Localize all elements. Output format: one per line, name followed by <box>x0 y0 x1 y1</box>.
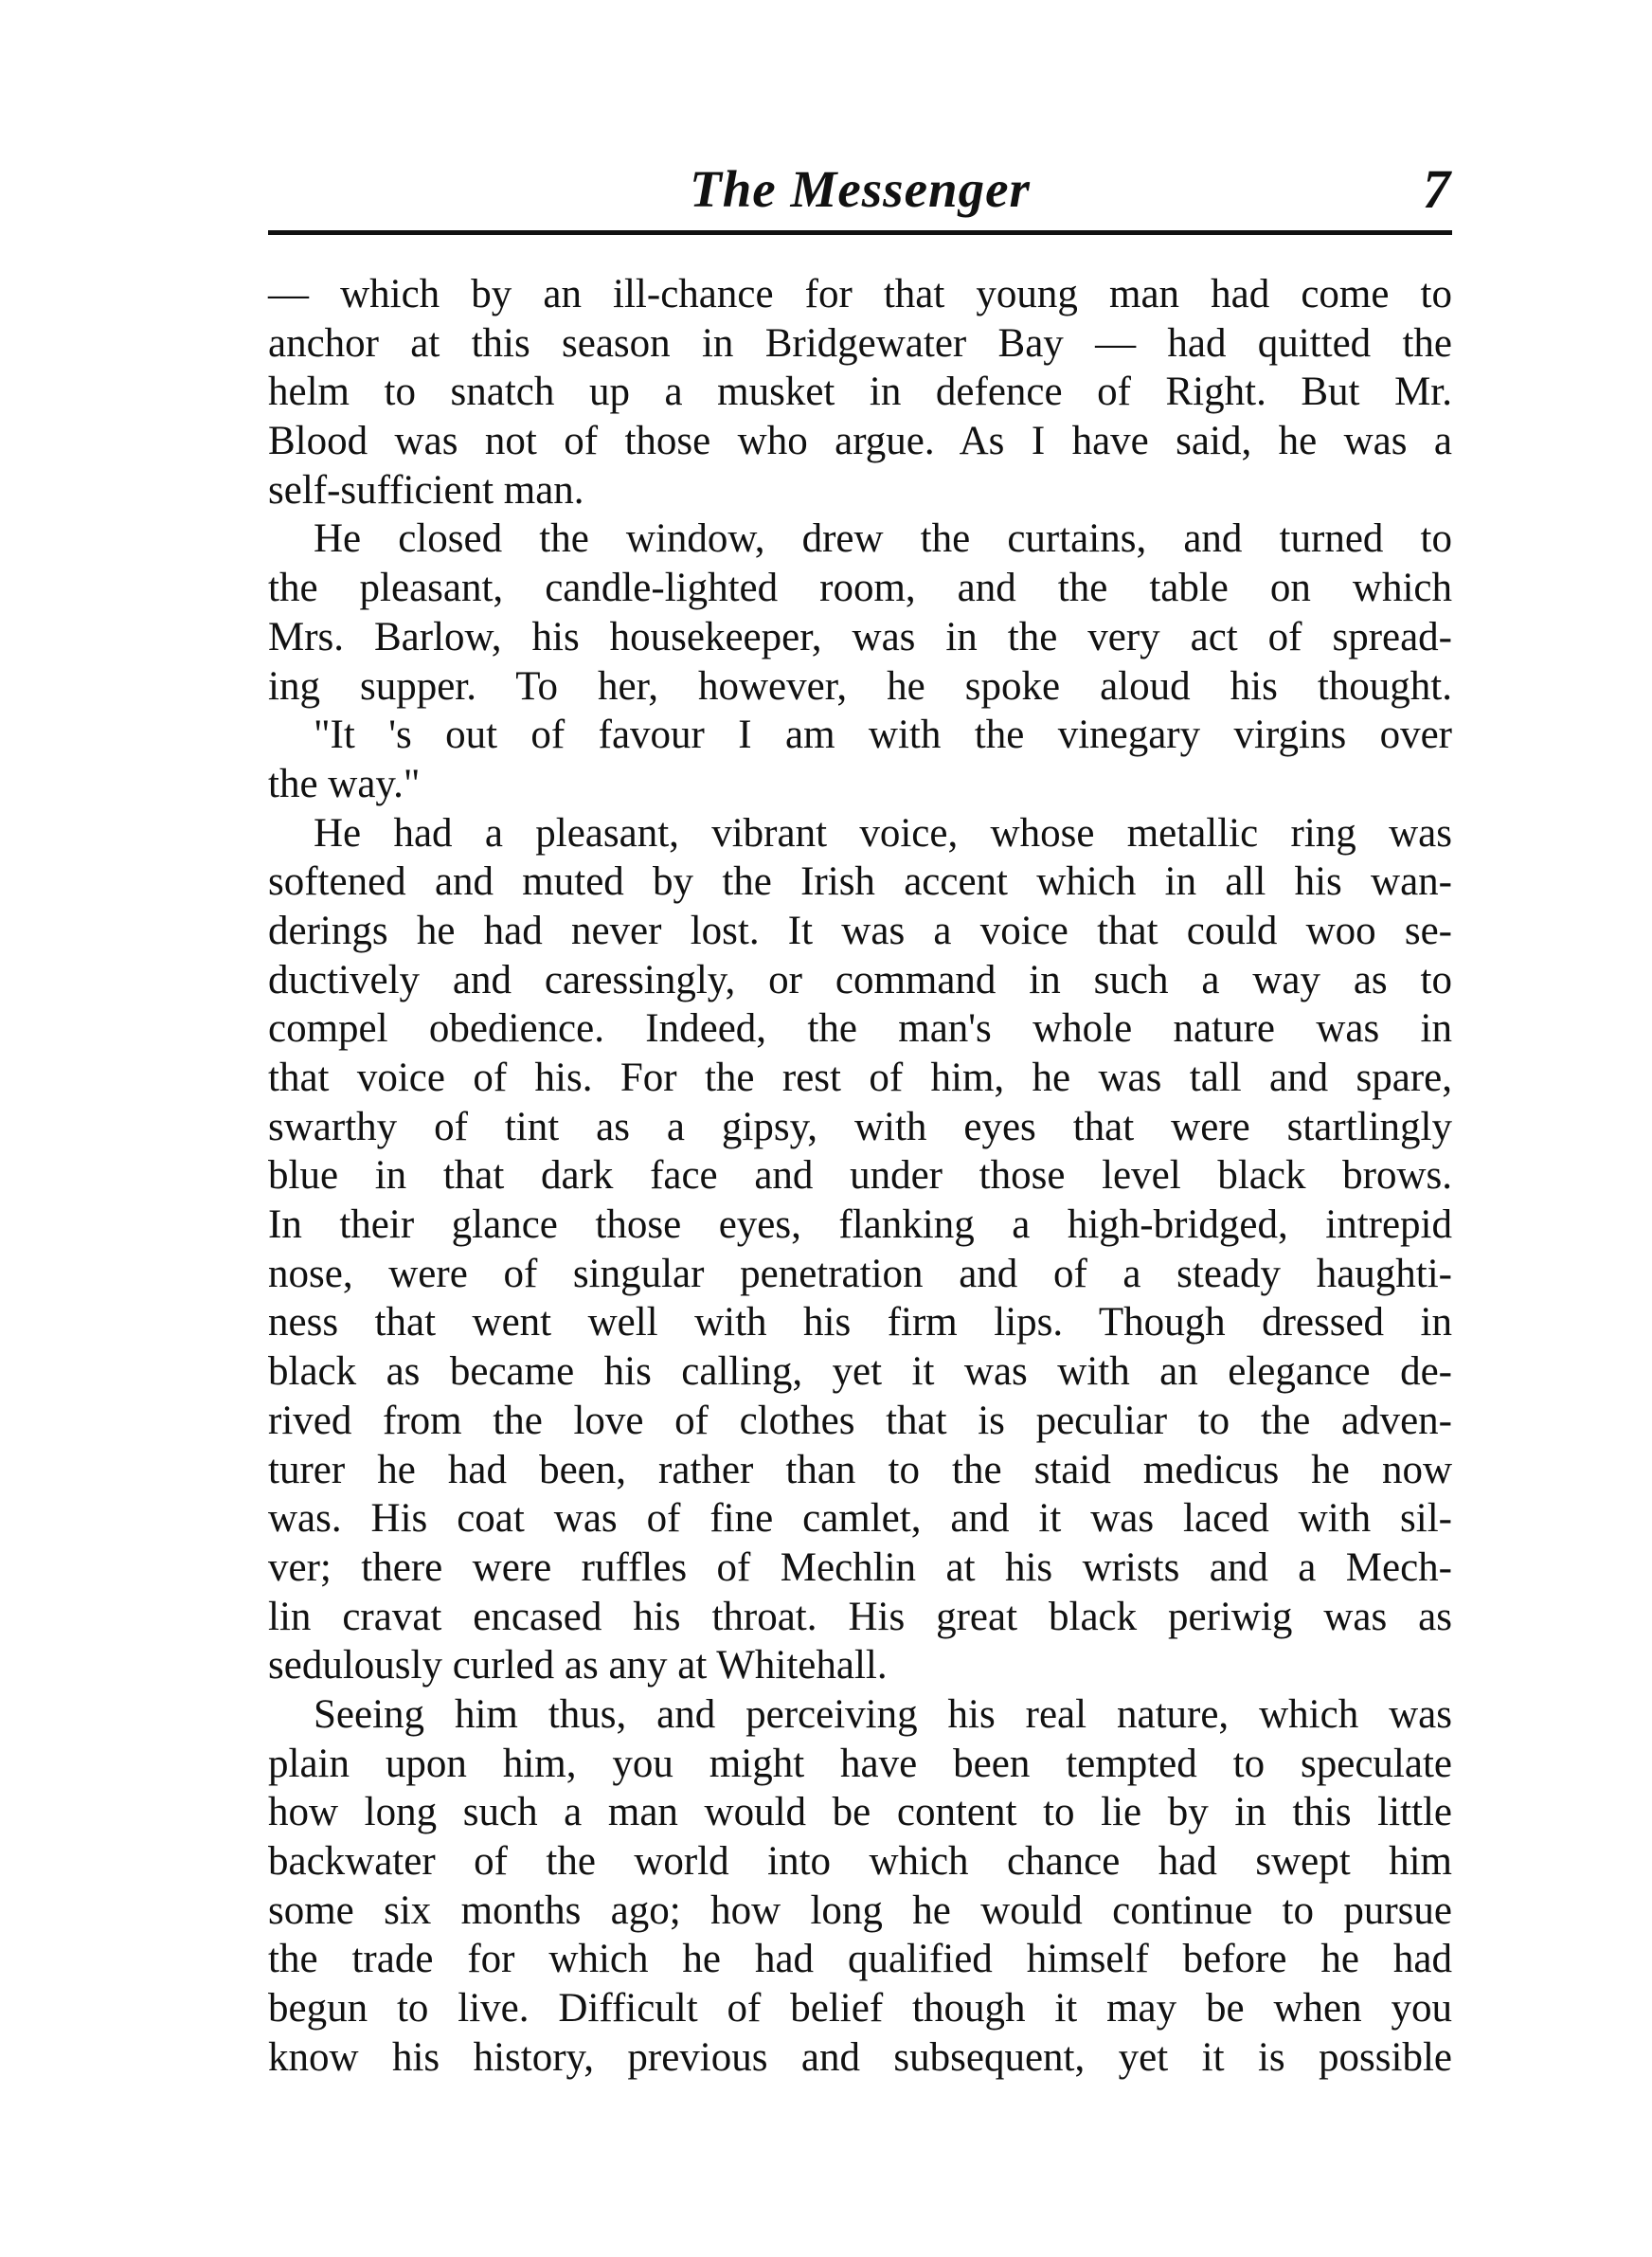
text-line: ductively and caressingly, or command in such a way as to <box>268 957 1452 1002</box>
text-line: — which by an ill-chance for that young man had come to <box>268 272 1452 316</box>
text-line: helm to snatch up a musket in defence of Right. But Mr. <box>268 370 1452 415</box>
page-number: 7 <box>1423 158 1450 220</box>
text-line: some six months ago; how long he would continue to pursue <box>268 1887 1452 1933</box>
text-line: Mrs. Barlow, his housekeeper, was in the very act of spread- <box>268 614 1452 659</box>
text-line: swarthy of tint as a gipsy, with eyes that were startlingly <box>268 1104 1452 1149</box>
header-rule <box>268 230 1452 235</box>
text-line: self-sufficient man. <box>268 467 584 513</box>
text-line: the way." <box>268 761 421 806</box>
text-line: sedulously curled as any at Whitehall. <box>268 1643 888 1688</box>
text-line: anchor at this season in Bridgewater Bay — had quitted the <box>268 320 1452 366</box>
text-line: the trade for which he had qualified himself before he had <box>268 1937 1452 1982</box>
text-line: nose, were of singular penetration and of a steady haughti- <box>268 1251 1452 1296</box>
text-line: was. His coat was of fine camlet, and it was laced with sil- <box>268 1496 1452 1542</box>
text-line: black as became his calling, yet it was with an elegance de- <box>268 1349 1452 1395</box>
body-text <box>268 270 1452 2082</box>
text-line: plain upon him, you might have been tempted to speculate <box>268 1741 1452 1786</box>
text-line: lin cravat encased his throat. His great black periwig was as <box>268 1594 1452 1639</box>
text-line: turer he had been, rather than to the staid medicus he now <box>268 1447 1452 1492</box>
text-line: "It 's out of favour I am with the vinegary virgins over <box>314 713 1452 758</box>
text-line: softened and muted by the Irish accent which in all his wan- <box>268 859 1452 905</box>
text-line: backwater of the world into which chance had swept him <box>268 1839 1452 1884</box>
text-line: rived from the love of clothes that is peculiar to the adven- <box>268 1398 1452 1443</box>
text-line: ing supper. To her, however, he spoke aloud his thought. <box>268 663 1452 709</box>
text-line: In their glance those eyes, flanking a high-bridged, intrepid <box>268 1202 1452 1248</box>
text-line: Blood was not of those who argue. As I have said, he was a <box>268 419 1452 464</box>
text-line: He had a pleasant, vibrant voice, whose metallic ring was <box>314 810 1452 856</box>
text-line: blue in that dark face and under those level black brows. <box>268 1153 1452 1199</box>
text-line: how long such a man would be content to lie by in this little <box>268 1790 1452 1835</box>
text-line: compel obedience. Indeed, the man's whole nature was in <box>268 1006 1452 1052</box>
text-line: the pleasant, candle-lighted room, and the table on which <box>268 566 1452 611</box>
text-line: Seeing him thus, and perceiving his real nature, which was <box>314 1691 1452 1737</box>
text-line: that voice of his. For the rest of him, he was tall and spare, <box>268 1056 1452 1100</box>
text-line: He closed the window, drew the curtains, and turned to <box>314 516 1452 562</box>
text-line: begun to live. Difficult of belief though it may be when you <box>268 1986 1452 2031</box>
text-line: ness that went well with his firm lips. Though dressed in <box>268 1300 1452 1345</box>
running-title: The Messenger <box>690 160 1031 218</box>
running-head <box>268 156 1452 223</box>
text-line: know his history, previous and subsequent, yet it is possible <box>268 2034 1452 2080</box>
text-line: ver; there were ruffles of Mechlin at his wrists and a Mech- <box>268 1544 1452 1590</box>
text-line: derings he had never lost. It was a voice that could woo se- <box>268 908 1452 953</box>
